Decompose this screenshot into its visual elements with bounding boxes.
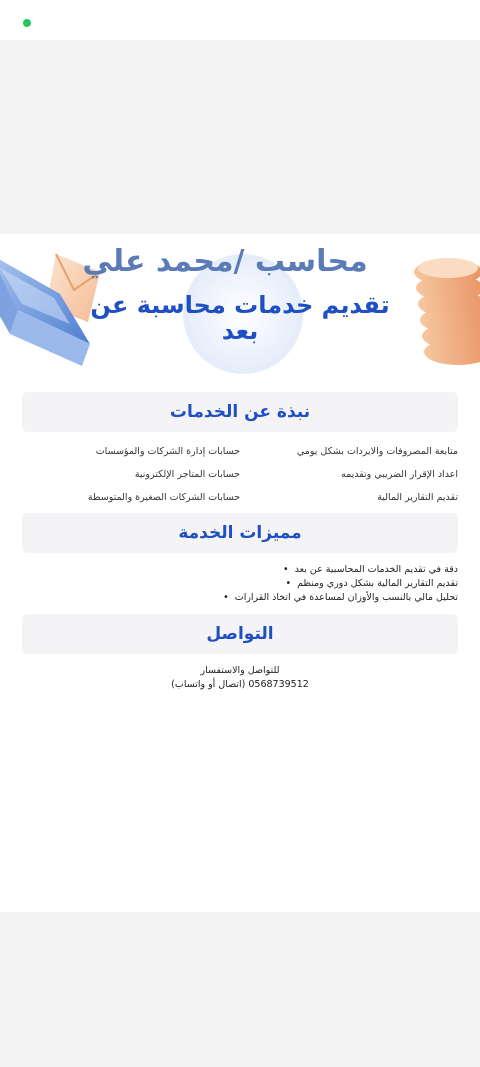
- features-list: [22, 563, 458, 605]
- contact-section-header: [22, 614, 458, 654]
- about-row: [22, 486, 458, 509]
- hero-banner: [0, 234, 480, 374]
- contact-info: [0, 664, 480, 692]
- service-item: حسابات إدارة الشركات والمؤسسات: [95, 446, 240, 457]
- contact-phone[interactable]: 0568739512 (اتصال أو واتساب): [171, 679, 309, 690]
- service-item: حسابات المتاجر الإلكترونية: [134, 469, 240, 480]
- about-section-header: [22, 392, 458, 432]
- about-title: نبذة عن الخدمات: [169, 402, 311, 422]
- service-item: متابعة المصروفات والايردات بشكل يومي: [296, 446, 458, 457]
- feature-item: دقة في تقديم الخدمات المحاسبية عن بعد •: [22, 563, 458, 577]
- features-section-header: [22, 513, 458, 553]
- about-services-grid: [22, 440, 458, 509]
- status-dot-icon: [23, 19, 31, 27]
- accountant-name: محاسب /محمد علي: [82, 244, 368, 279]
- contact-line: للتواصل والاستفسار: [200, 665, 280, 676]
- hero-tagline: تقديم خدمات محاسبة عن بعد: [90, 291, 390, 346]
- status-bar: [0, 0, 480, 40]
- service-item: تقديم التقارير المالية: [377, 492, 458, 503]
- feature-item: تقديم التقارير المالية بشكل دوري ومنظم •: [22, 577, 458, 591]
- bottom-area: [0, 912, 480, 1067]
- feature-item: تحليل مالي بالنسب والأوزان لمساعدة في اتخاذ القرارات •: [22, 591, 458, 605]
- service-item: حسابات الشركات الصغيرة والمتوسطة: [87, 492, 240, 503]
- about-row: [22, 440, 458, 463]
- service-item: اعداد الإقرار الضريبي وتقديمه: [341, 469, 458, 480]
- features-title: مميزات الخدمة: [178, 523, 302, 543]
- top-banner-area: [0, 40, 480, 234]
- about-row: [22, 463, 458, 486]
- contact-title: التواصل: [206, 624, 274, 644]
